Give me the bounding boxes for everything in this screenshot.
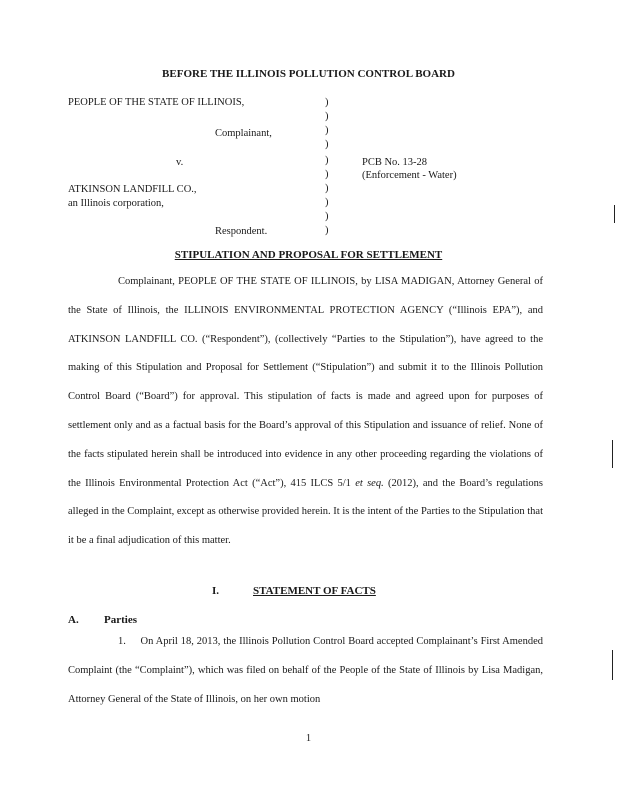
caption-paren: ) bbox=[325, 169, 329, 180]
defendant-description: an Illinois corporation, bbox=[68, 198, 164, 209]
page-number: 1 bbox=[305, 733, 312, 744]
caption-paren: ) bbox=[325, 111, 329, 122]
case-type: (Enforcement - Water) bbox=[362, 170, 457, 181]
paragraph-number: 1. bbox=[118, 636, 126, 647]
court-heading: BEFORE THE ILLINOIS POLLUTION CONTROL BOARD bbox=[162, 68, 455, 80]
case-number: PCB No. 13-28 bbox=[362, 157, 428, 168]
caption-paren: ) bbox=[325, 197, 329, 208]
subsection-letter: A. bbox=[68, 614, 79, 626]
section-number: I. bbox=[212, 585, 220, 597]
et-seq: et seq. bbox=[355, 477, 384, 489]
caption-paren: ) bbox=[325, 139, 329, 150]
caption-paren: ) bbox=[325, 183, 329, 194]
plaintiff-role: Complainant, bbox=[215, 128, 272, 139]
section-title: STATEMENT OF FACTS bbox=[253, 585, 376, 597]
paragraph-text: On April 18, 2013, the Illinois Pollution Control Board accepted Complainant’s First Amended Complaint (the “Complaint”), which was filed on behalf of the People of the State of Illinois by Lisa Madigan, Attorney General of the State of Illinois, on her own motion bbox=[68, 636, 543, 705]
intro-text: Complainant, PEOPLE OF THE STATE OF ILLINOIS, by LISA MADIGAN, Attorney General of the State of Illinois, the ILLINOIS ENVIRONMENTAL PROTECTION AGENCY (“Illinois EPA”), and ATKINSON LANDFILL CO. (“Respondent”), (collectively “Parties to the Stipulation”), have agreed to the making of this Stipulation and Proposal for Settlement (“Stipulation”) and submit it to the Illinois Pollution Control Board (“Board”) for approval. This stipulation of facts is made and agreed upon for purposes of settlement only and as a factual basis for the Board’s approval of this Stipulation and issuance of relief. None of the facts stipulated herein shall be introduced into evidence in any other proceeding regarding the violations of the Illinois Environmental Protection Act (“Act”), 415 ILCS 5/1 bbox=[68, 276, 543, 489]
caption-paren: ) bbox=[325, 225, 329, 236]
margin-mark bbox=[614, 205, 615, 223]
paragraph-1 bbox=[68, 628, 543, 714]
document-title: STIPULATION AND PROPOSAL FOR SETTLEMENT bbox=[174, 249, 443, 261]
caption-paren: ) bbox=[325, 125, 329, 136]
margin-mark bbox=[612, 440, 613, 468]
intro-text-end: (2012), and the Board’s regulations alleged in the Complaint, except as otherwise provided herein. It is the intent of the Parties to the Stipulation that it be a final adjudication of this matter. bbox=[68, 477, 543, 547]
subsection-title: Parties bbox=[104, 614, 137, 626]
intro-paragraph bbox=[68, 268, 543, 556]
defendant-role: Respondent. bbox=[215, 226, 268, 237]
defendant-name: ATKINSON LANDFILL CO., bbox=[68, 184, 197, 195]
caption-paren: ) bbox=[325, 211, 329, 222]
plaintiff-name: PEOPLE OF THE STATE OF ILLINOIS, bbox=[68, 97, 245, 108]
margin-mark bbox=[612, 650, 613, 680]
caption-paren: ) bbox=[325, 155, 329, 166]
caption-paren: ) bbox=[325, 97, 329, 108]
versus-label: v. bbox=[176, 157, 184, 168]
